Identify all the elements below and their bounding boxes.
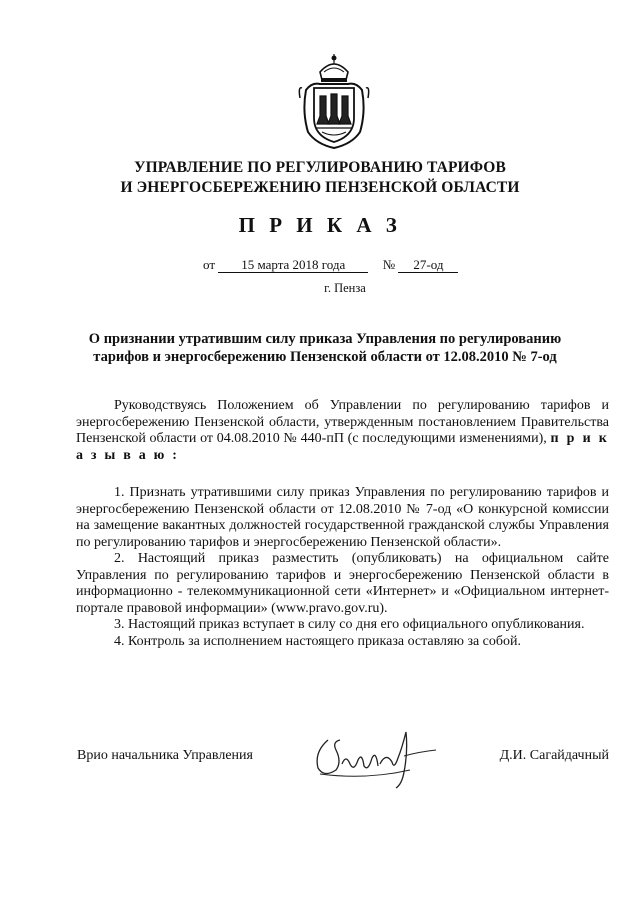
subject-line-2: тарифов и энергосбережению Пензенской области от 12.08.2010 № 7-од [93,349,557,365]
preamble-paragraph [76,398,609,464]
issuer-header-line-2: И ЭНЕРГОСБЕРЕЖЕНИЮ ПЕНЗЕНСКОЙ ОБЛАСТИ [120,179,520,196]
order-item-3: 3. Настоящий приказ вступает в силу со дня его официального опубликования. [114,617,585,632]
issue-city: г. Пенза [324,281,366,295]
preamble-text: Руководствуясь Положением об Управлении по регулированию тарифов и энергосбережению Пензенской области, утвержденным постановлением Правительства Пензенской области от 04.08.2010 № 440-пП (с последующими изменениями), [76,398,609,446]
number-prefix: № [382,257,396,272]
order-item-1: 1. Признать утратившими силу приказ Управления по регулированию тарифов и энергосбережению Пензенской области от 12.08.2010 № 7-од «О конкурсной комиссии на замещение вакантных должностей государственной гражданской службы Управления по регулированию тарифов и энергосбережению Пензенской области». [76,485,609,550]
issuer-header-line-1: УПРАВЛЕНИЕ ПО РЕГУЛИРОВАНИЮ ТАРИФОВ [134,159,506,176]
issuer-header [60,158,580,198]
date-prefix: от [203,257,216,272]
order-word: п р и к а з ы в а ю : [76,431,610,463]
date-number-line [203,257,503,273]
subject-line-1: О признании утратившим силу приказа Управления по регулированию [88,331,562,347]
document-type-title: П Р И К А З [238,213,402,237]
order-item-2: 2. Настоящий приказ разместить (опубликовать) на официальном сайте Управления по регулированию тарифов и энергосбережению Пензенской области в информационно - телекоммуникационной сети «Интернет» и «Официальном интернет-портале правовой информации» (www.pravo.gov.ru). [76,551,609,616]
handwritten-signature [306,722,446,792]
order-item-4: 4. Контроль за исполнением настоящего приказа оставляю за собой. [114,633,522,649]
coat-of-arms-icon [296,52,372,152]
document-date: 15 марта 2018 года [218,258,368,273]
signer-name: Д.И. Сагайдачный [499,748,609,763]
document-number: 27-од [398,258,458,273]
document-subject [70,330,580,366]
order-items [76,485,609,650]
signer-title: Врио начальника Управления [77,748,253,763]
